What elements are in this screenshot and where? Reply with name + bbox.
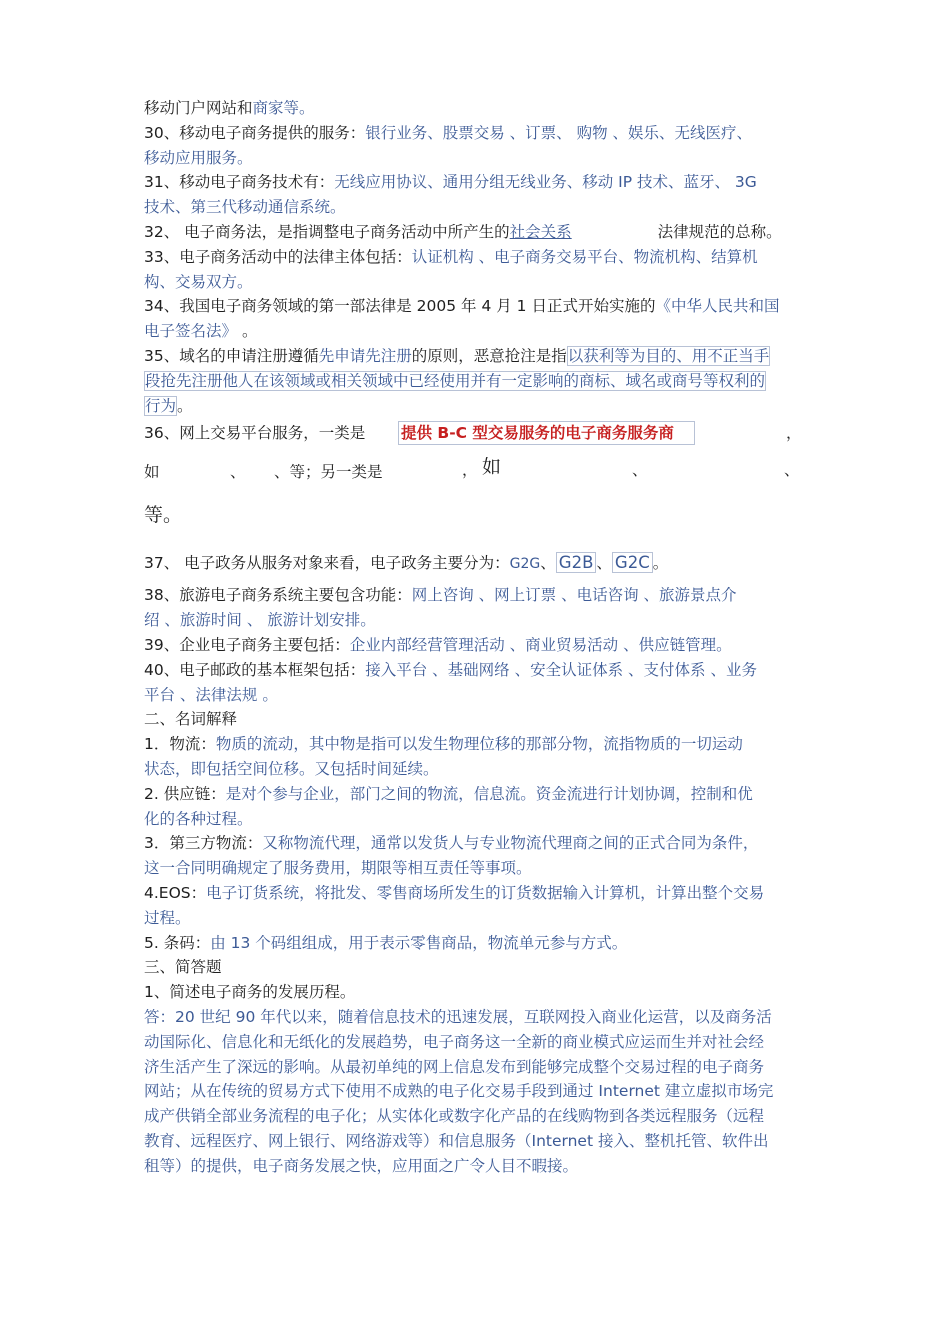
text: 、 — [596, 554, 612, 573]
definition-text: 这一合同明确规定了服务费用，期限等相互责任等事项。 — [144, 859, 532, 878]
section-heading: 三、简答题 — [144, 958, 222, 977]
text: 、 — [540, 554, 556, 573]
question-text: 37、 电子政务从服务对象来看，电子政务主要分为： — [144, 554, 510, 573]
term: 1．物流： — [144, 735, 216, 754]
definition-text: 由 13 个码组组成，用于表示零售商品，物流单元参与方式。 — [210, 933, 628, 952]
answer-text: G2B — [556, 552, 597, 573]
definition-text: 电子订货系统，将批发、零售商场所发生的订货数据输入计算机，计算出整个交易 — [206, 883, 765, 902]
question-39 — [144, 633, 810, 658]
text: 、 — [230, 463, 246, 482]
question-36-line-2 — [144, 446, 810, 490]
answer-line: 租等）的提供，电子商务发展之快，应用面之广令人目不暇接。 — [144, 1156, 579, 1175]
question-30 — [144, 121, 810, 171]
question-35 — [144, 344, 810, 418]
answer-text: G2G — [509, 556, 541, 573]
continued-line — [144, 96, 810, 121]
answer-text: 商家等。 — [252, 99, 315, 117]
term: 3．第三方物流： — [144, 834, 263, 853]
answer-text: 网上咨询 、网上订票 、电话咨询 、旅游景点介 — [411, 586, 737, 605]
answer-text: 绍 、旅游时间 、 旅游计划安排。 — [144, 611, 376, 630]
question-34 — [144, 294, 810, 344]
answer-line: 网站；从在传统的贸易方式下使用不成熟的电子化交易手段到通过 Internet 建立虚拟市场完 — [144, 1082, 774, 1101]
question-40 — [144, 658, 810, 708]
definition-3 — [144, 831, 810, 881]
question-37 — [144, 548, 810, 579]
definition-text: 是对个参与企业，部门之间的物流，信息流。资金流进行计划协调，控制和优 — [225, 784, 753, 803]
answer-text: 接入平台 、基础网络 、安全认证体系 、支付体系 、业务 — [365, 660, 757, 679]
answer-text: 提供 B-C 型交易服务的电子商务服务商 — [398, 421, 695, 445]
text: 、 — [632, 461, 648, 480]
definition-text: 过程。 — [144, 908, 191, 927]
answer-line: 教育、远程医疗、网上银行、网络游戏等）和信息服务（Internet 接入、整机托管、软件出 — [144, 1131, 769, 1150]
question-text: 33、电子商务活动中的法律主体包括： — [144, 247, 412, 266]
definition-1 — [144, 732, 810, 782]
question-text: 31、移动电子商务技术有： — [144, 173, 335, 192]
text: 等。 — [144, 504, 183, 527]
answer-text: 电子签名法》 — [144, 322, 238, 341]
answer-text: 无线应用协议、通用分组无线业务、移动 IP 技术、蓝牙、 3G — [334, 173, 757, 192]
question-text: 32、 电子商务法，是指调整电子商务活动中所产生的 — [144, 222, 510, 241]
answer-text: 段抢先注册他人在该领域或相关领域中已经使用并有一定影响的商标、域名或商号等权利的 — [145, 371, 766, 390]
answer-text: 构、交易双方。 — [144, 272, 253, 291]
definition-text: 状态，即包括空间位移。又包括时间延续。 — [144, 759, 439, 778]
question-32 — [144, 220, 810, 245]
short-answer-question: 1、简述电子商务的发展历程。 — [144, 983, 356, 1002]
definition-2 — [144, 782, 810, 832]
term: 4.EOS： — [144, 883, 207, 902]
answer-line: 济生活产生了深远的影响。从最初单纯的网上信息发布到能够完成整个交易过程的电子商务 — [144, 1057, 765, 1076]
question-text: 34、我国电子商务领域的第一部法律是 2005 年 4 月 1 日正式开始实施的 — [144, 297, 656, 316]
text: 、 — [784, 461, 800, 480]
answer-text: 以获利等为目的、用不正当手 — [567, 346, 770, 365]
answer-text: 移动应用服务。 — [144, 148, 253, 167]
text: 、等；另一类是 — [274, 463, 383, 482]
answer-text: 企业内部经营管理活动 、商业贸易活动 、供应链管理。 — [349, 635, 732, 654]
question-38 — [144, 583, 810, 633]
question-31 — [144, 170, 810, 220]
answer-text: 行为 — [145, 396, 177, 415]
question-text: 法律规范的总称。 — [657, 222, 782, 241]
term: 5. 条码： — [144, 933, 211, 952]
question-text: 38、旅游电子商务系统主要包含功能： — [144, 586, 412, 605]
answer-text: 认证机构 、电子商务交易平台、物流机构、结算机 — [411, 247, 758, 266]
definition-text: 化的各种过程。 — [144, 809, 253, 828]
answer-text: 《中华人民共和国 — [655, 297, 780, 316]
text: ， — [462, 461, 478, 480]
answer-text: 社会关系 — [509, 222, 572, 241]
short-answer-body — [144, 1005, 810, 1179]
answer-line: 成产供销全部业务流程的电子化；从实体化或数字化产品的在线购物到各类远程服务（远程 — [144, 1107, 765, 1126]
answer-line: 动国际化、信息化和无纸化的发展趋势，电子商务这一全新的商业模式应运而生并对社会经 — [144, 1032, 765, 1051]
answer-text: 平台 、法律法规 。 — [144, 685, 278, 704]
definition-text: 物质的流动，其中物是指可以发生物理位移的那部分物，流指物质的一切运动 — [215, 735, 743, 754]
definition-5 — [144, 931, 810, 956]
text: 如 — [144, 463, 160, 482]
answer-text: G2C — [612, 552, 653, 573]
text: 移动门户网站和 — [144, 99, 253, 117]
term: 2. 供应链： — [144, 784, 226, 803]
question-text: 36、网上交易平台服务，一类是 — [144, 424, 366, 443]
definition-text: 又称物流代理，通常以发货人与专业物流代理商之间的正式合同为条件， — [262, 834, 759, 853]
document-page — [144, 96, 810, 1178]
text: 。 — [177, 396, 193, 415]
question-text: 35、域名的申请注册遵循 — [144, 346, 319, 365]
text: 。 — [241, 322, 258, 341]
question-36-line-1 — [144, 420, 810, 446]
answer-text: 先申请先注册 — [318, 346, 412, 365]
answer-text: 银行业务、股票交易 、订票、 购物 、娱乐、无线医疗、 — [365, 123, 753, 142]
question-33 — [144, 245, 810, 295]
text: 。 — [652, 554, 669, 573]
definition-4 — [144, 881, 810, 931]
question-text: 39、企业电子商务主要包括： — [144, 635, 350, 654]
answer-line: 答：20 世纪 90 年代以来，随着信息技术的迅速发展，互联网投入商业化运营，以及商务活 — [144, 1007, 772, 1026]
text: 如 — [482, 456, 502, 479]
section-heading: 二、名词解释 — [144, 710, 238, 729]
text: ， — [786, 424, 802, 443]
question-text: 40、电子邮政的基本框架包括： — [144, 660, 366, 679]
question-text: 30、移动电子商务提供的服务： — [144, 123, 366, 142]
answer-text: 技术、第三代移动通信系统。 — [144, 198, 346, 217]
question-36-line-3 — [144, 490, 810, 548]
question-text: 的原则，恶意抢注是指 — [411, 346, 567, 365]
